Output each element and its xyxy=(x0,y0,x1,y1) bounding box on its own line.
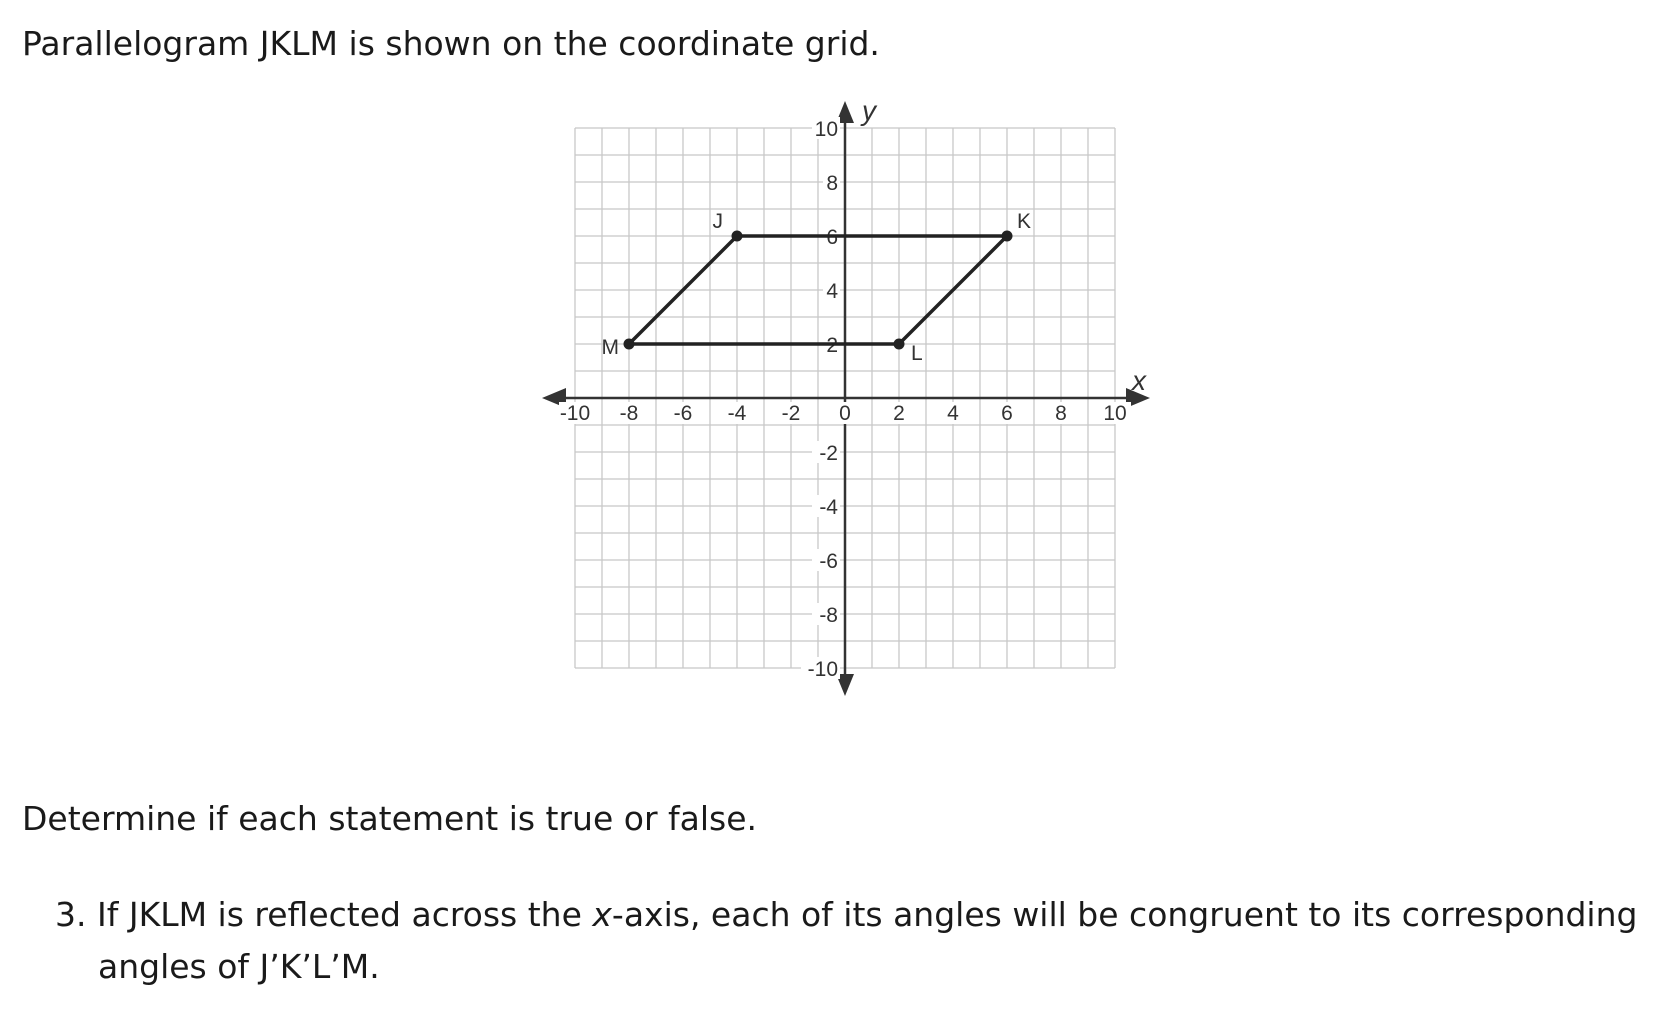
vertex-point-m xyxy=(624,339,635,350)
y-tick-label: 4 xyxy=(826,280,838,303)
y-tick-label: 2 xyxy=(826,334,838,357)
axes xyxy=(542,95,1150,696)
question-text-line2: angles of J’K’L’M. xyxy=(98,947,380,986)
x-tick-label: -2 xyxy=(781,402,801,425)
vertex-label-m: M xyxy=(601,336,619,359)
question-number: 3. xyxy=(55,895,87,934)
question-text-part2: -axis, each of its angles will be congruent to its corresponding xyxy=(611,895,1638,934)
parallelogram xyxy=(602,210,1032,365)
x-tick-label: 4 xyxy=(947,402,959,425)
x-tick-label: 8 xyxy=(1055,402,1067,425)
vertex-label-k: K xyxy=(1017,210,1032,233)
question-3 xyxy=(55,889,1655,993)
y-tick-label: 8 xyxy=(826,172,838,195)
x-tick-label: -10 xyxy=(559,402,591,425)
question-text-part1: If JKLM is reflected across the xyxy=(97,895,593,934)
x-tick-label: -6 xyxy=(673,402,693,425)
x-tick-label: 0 xyxy=(839,402,851,425)
x-tick-label: 6 xyxy=(1001,402,1013,425)
x-tick-label: -4 xyxy=(727,402,747,425)
y-tick-label: -2 xyxy=(819,442,838,465)
vertex-point-j xyxy=(732,231,743,242)
y-axis-label: y xyxy=(862,95,876,126)
vertex-point-k xyxy=(1002,231,1013,242)
instruction-text: Determine if each statement is true or false. xyxy=(22,799,758,838)
y-tick-label: 6 xyxy=(826,226,838,249)
x-tick-label: -8 xyxy=(619,402,639,425)
x-tick-label: 2 xyxy=(893,402,905,425)
vertex-label-l: L xyxy=(911,342,923,365)
y-tick-label: -10 xyxy=(807,658,838,681)
y-tick-label: -4 xyxy=(819,496,838,519)
x-tick-label: 10 xyxy=(1103,402,1127,425)
vertex-label-j: J xyxy=(712,210,723,233)
intro-text: Parallelogram JKLM is shown on the coordinate grid. xyxy=(22,24,880,63)
y-tick-label: -8 xyxy=(819,604,838,627)
question-italic-var: x xyxy=(592,895,612,934)
x-axis-label: x xyxy=(1132,365,1146,396)
y-tick-label: 10 xyxy=(814,118,838,141)
vertex-point-l xyxy=(894,339,905,350)
y-tick-label: -6 xyxy=(819,550,838,573)
